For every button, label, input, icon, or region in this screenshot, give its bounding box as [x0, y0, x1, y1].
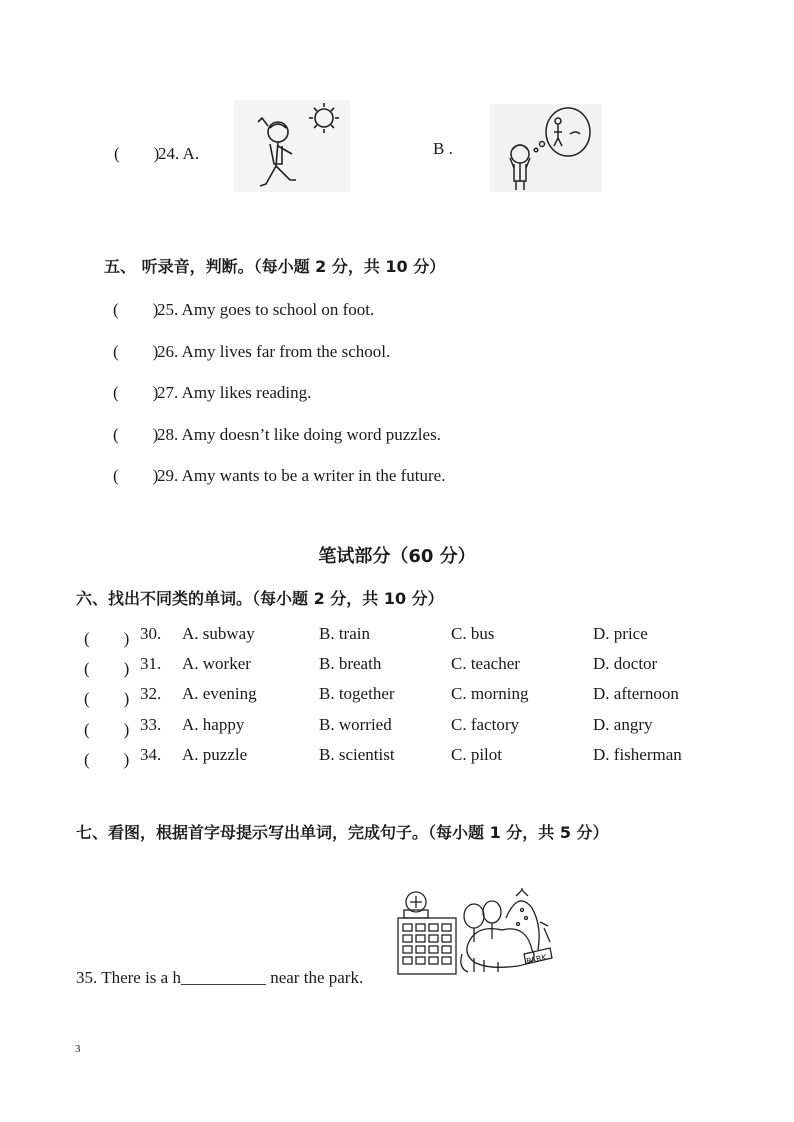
option-b: B. breath [319, 654, 382, 673]
option-a: A. puzzle [182, 745, 248, 764]
question-number: 30. [140, 624, 162, 643]
option-d: D. angry [593, 715, 653, 734]
answer-paren[interactable]: ( ) [113, 383, 159, 402]
list-item [113, 461, 445, 486]
option-c: C. pilot [451, 745, 503, 764]
page-number: 3 [75, 1043, 81, 1055]
list-item [113, 378, 311, 403]
list-item [113, 420, 441, 445]
list-item [113, 337, 390, 362]
question-number: 33. [140, 715, 162, 734]
sun-hot-person-picture [234, 100, 350, 192]
written-part-title: 笔试部分（60 分） [318, 546, 476, 567]
q35-sentence: 35. There is a h__________ near the park. [76, 968, 364, 987]
answer-paren[interactable]: ( ) [84, 629, 130, 648]
q24-line [114, 139, 199, 164]
option-b: B. together [319, 684, 395, 703]
thinking-person-picture [490, 104, 602, 192]
table-row [84, 654, 724, 684]
option-b: B. worried [319, 715, 392, 734]
option-b: B. scientist [319, 745, 395, 764]
statement-text: 25. Amy goes to school on foot. [157, 300, 375, 319]
option-a: A. worker [182, 654, 251, 673]
answer-paren[interactable]: ( ) [84, 720, 130, 739]
statement-text: 28. Amy doesn’t like doing word puzzles. [157, 425, 441, 444]
answer-paren[interactable]: ( ) [113, 342, 159, 361]
section5-heading: 五、 听录音，判断。（每小题 2 分，共 10 分） [104, 257, 446, 276]
list-item [113, 295, 374, 320]
option-a: A. evening [182, 684, 257, 703]
option-c: C. teacher [451, 654, 520, 673]
option-a: A. happy [182, 715, 245, 734]
option-d: D. doctor [593, 654, 658, 673]
option-c: C. factory [451, 715, 519, 734]
statement-text: 29. Amy wants to be a writer in the future. [157, 466, 446, 485]
answer-paren[interactable]: ( ) [114, 144, 160, 163]
question-number: 34. [140, 745, 162, 764]
table-row [84, 624, 724, 654]
statement-text: 26. Amy lives far from the school. [157, 342, 391, 361]
answer-paren[interactable]: ( ) [84, 689, 130, 708]
table-row [84, 684, 724, 714]
answer-paren[interactable]: ( ) [84, 750, 130, 769]
option-d: D. fisherman [593, 745, 682, 764]
question-number: 31. [140, 654, 162, 673]
table-row [84, 745, 724, 775]
section7-heading: 七、看图，根据首字母提示写出单词，完成句子。（每小题 1 分，共 5 分） [76, 823, 609, 842]
q24-option-b: B . [433, 139, 453, 158]
statement-text: 27. Amy likes reading. [157, 383, 312, 402]
option-b: B. train [319, 624, 370, 643]
option-d: D. price [593, 624, 648, 643]
section6-heading: 六、找出不同类的单词。（每小题 2 分，共 10 分） [76, 589, 444, 608]
option-d: D. afternoon [593, 684, 679, 703]
answer-paren[interactable]: ( ) [113, 466, 159, 485]
option-a: A. subway [182, 624, 255, 643]
option-c: C. morning [451, 684, 529, 703]
answer-paren[interactable]: ( ) [113, 425, 159, 444]
q24-label: 24. A. [158, 144, 200, 163]
answer-paren[interactable]: ( ) [113, 300, 159, 319]
hospital-park-picture [394, 888, 556, 980]
park-sign-text: PARK [525, 952, 548, 966]
answer-paren[interactable]: ( ) [84, 659, 130, 678]
question-number: 32. [140, 684, 162, 703]
option-c: C. bus [451, 624, 495, 643]
table-row [84, 715, 724, 745]
